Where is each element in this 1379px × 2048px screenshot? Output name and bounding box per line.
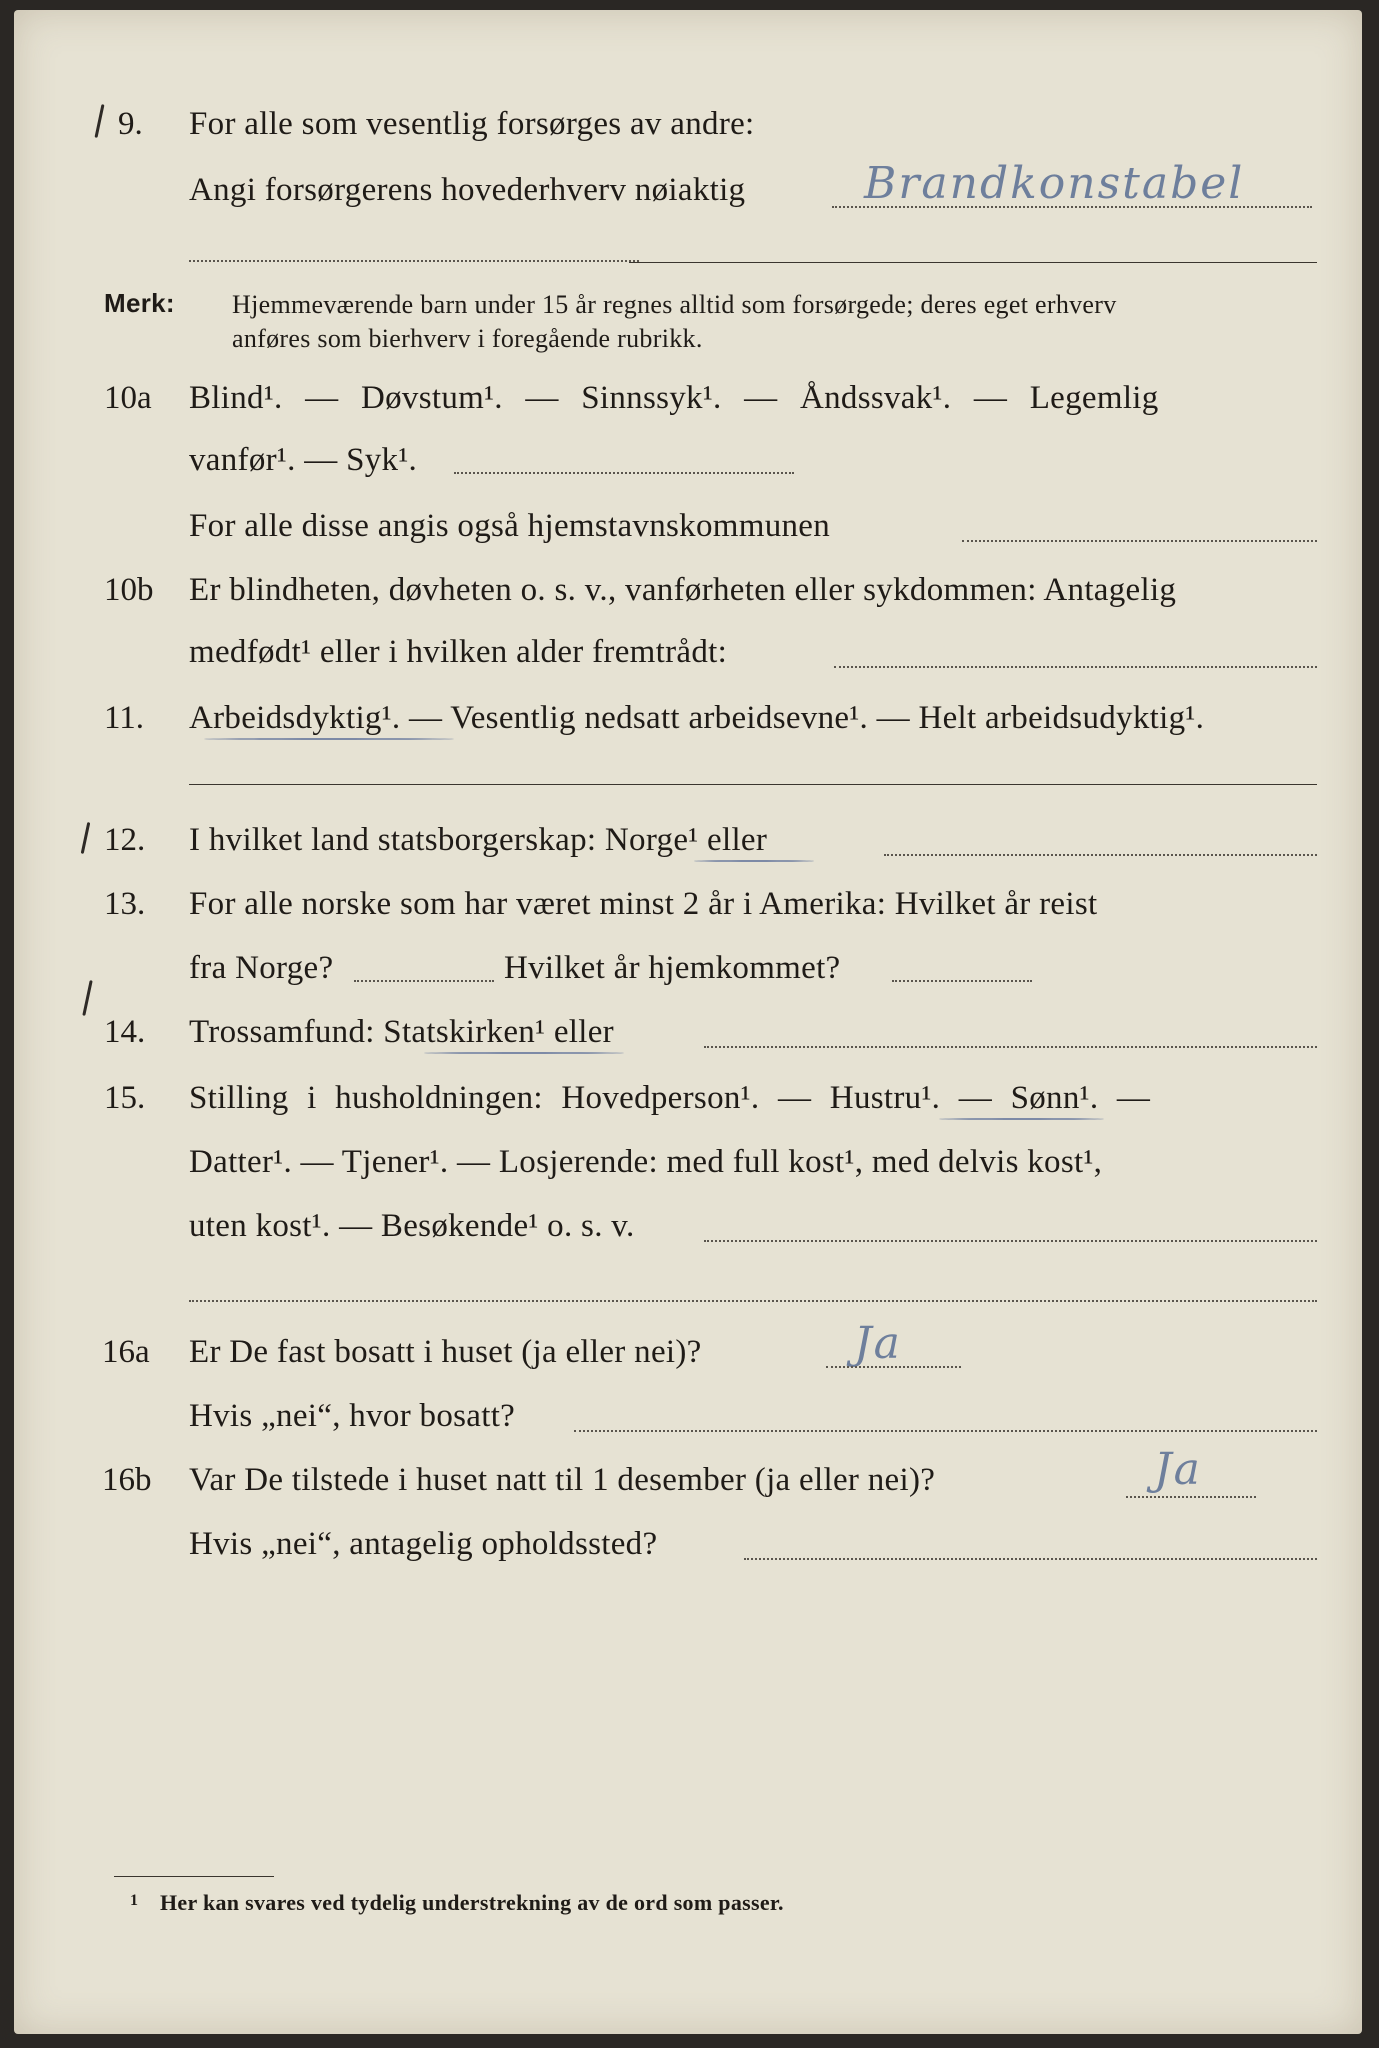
q16a-line1: Er De fast bosatt i huset (ja eller nei)? bbox=[189, 1334, 702, 1370]
q9-extra-line bbox=[189, 260, 639, 262]
q12-number: 12. bbox=[104, 822, 146, 858]
q15-line3: uten kost¹. — Besøkende¹ o. s. v. bbox=[189, 1208, 635, 1244]
q16b-line2: Hvis „nei“, antagelig opholdssted? bbox=[189, 1526, 658, 1562]
q13-line2a: fra Norge? bbox=[189, 950, 334, 986]
q11-line1: Arbeidsdyktig¹. — Vesentlig nedsatt arbeidsevne¹. — Helt arbeidsudyktig¹. bbox=[189, 700, 1205, 736]
q14-line1: Trossamfund: Statskirken¹ eller bbox=[189, 1014, 614, 1050]
q15-line1: Stilling i husholdningen: Hovedperson¹. — Hustru¹. — Sønn¹. — bbox=[189, 1080, 1151, 1116]
merk-label: Merk: bbox=[104, 288, 175, 318]
q10a-line3: For alle disse angis også hjemstavnskommunen bbox=[189, 508, 831, 544]
q9-question: For alle som vesentlig forsørges av andre: bbox=[189, 106, 755, 142]
q13-line2b: Hvilket år hjemkommet? bbox=[504, 950, 841, 986]
q15-extra-line bbox=[189, 1300, 1317, 1302]
q10a-line2-answer bbox=[454, 472, 794, 474]
q16a-answer-line bbox=[826, 1366, 961, 1368]
q13-year-returned-line bbox=[892, 980, 1032, 982]
q13-year-left-line bbox=[354, 980, 494, 982]
q16b-answer-line bbox=[1126, 1496, 1256, 1498]
q16a-handwritten-answer: Ja bbox=[854, 1318, 902, 1369]
q12-underline-norge bbox=[694, 860, 814, 862]
merk-note-line2: anføres som bierhverv i foregående rubrikk. bbox=[232, 324, 703, 353]
merk-note-line1: Hjemmeværende barn under 15 år regnes alltid som forsørgede; deres eget erhverv bbox=[232, 290, 1117, 319]
q10b-number: 10b bbox=[104, 572, 154, 608]
q16a-number: 16a bbox=[102, 1334, 150, 1370]
footnote-text: Her kan svares ved tydelig understrekning av de ord som passer. bbox=[160, 1890, 784, 1915]
q16a-line2: Hvis „nei“, hvor bosatt? bbox=[189, 1398, 516, 1434]
q13-line1: For alle norske som har været minst 2 år i Amerika: Hvilket år reist bbox=[189, 886, 1098, 922]
q10b-line2: medfødt¹ eller i hvilken alder fremtrådt: bbox=[189, 634, 728, 670]
check-mark-q13 bbox=[82, 980, 92, 1016]
q16b-number: 16b bbox=[102, 1462, 152, 1498]
q11-answer-line bbox=[189, 784, 1317, 785]
q16b-handwritten-answer: Ja bbox=[1154, 1444, 1202, 1495]
q9-handwritten-answer: Brandkonstabel bbox=[864, 158, 1245, 209]
check-mark-q12 bbox=[81, 822, 91, 854]
q11-underline-arbeidsdyktig bbox=[204, 738, 454, 740]
q10b-line1: Er blindheten, døvheten o. s. v., vanførheten eller sykdommen: Antagelig bbox=[189, 572, 1177, 608]
q16b-line1: Var De tilstede i huset natt til 1 desember (ja eller nei)? bbox=[189, 1462, 936, 1498]
census-form-page bbox=[14, 10, 1362, 2034]
q14-answer-line bbox=[704, 1046, 1317, 1048]
q9-extra-line-right bbox=[629, 262, 1317, 263]
q10a-line2: vanfør¹. — Syk¹. bbox=[189, 442, 418, 478]
q10a-line1: Blind¹. — Døvstum¹. — Sinnssyk¹. — Åndssvak¹. — Legemlig bbox=[189, 380, 1159, 416]
q15-line2: Datter¹. — Tjener¹. — Losjerende: med full kost¹, med delvis kost¹, bbox=[189, 1144, 1103, 1180]
q10a-line3-answer bbox=[962, 540, 1317, 542]
q11-number: 11. bbox=[104, 700, 145, 736]
q14-underline-statskirken bbox=[424, 1052, 624, 1054]
q12-line1: I hvilket land statsborgerskap: Norge¹ eller bbox=[189, 822, 768, 858]
check-mark-q9 bbox=[94, 104, 104, 138]
q16a-where-line bbox=[574, 1430, 1317, 1432]
q13-number: 13. bbox=[104, 886, 146, 922]
q15-answer-line bbox=[704, 1240, 1317, 1242]
footnote-rule bbox=[114, 1876, 274, 1877]
q14-number: 14. bbox=[104, 1014, 146, 1050]
q10a-number: 10a bbox=[104, 380, 152, 416]
q16b-where-line bbox=[744, 1558, 1317, 1560]
q15-underline-hustru bbox=[939, 1118, 1104, 1120]
footnote-marker: 1 bbox=[130, 1892, 139, 1909]
q15-number: 15. bbox=[104, 1080, 146, 1116]
q10b-answer-line bbox=[834, 666, 1317, 668]
q12-answer-line bbox=[884, 854, 1317, 856]
q9-number: 9. bbox=[118, 106, 143, 142]
q9-subquestion: Angi forsørgerens hovederhverv nøiaktig bbox=[189, 172, 746, 208]
